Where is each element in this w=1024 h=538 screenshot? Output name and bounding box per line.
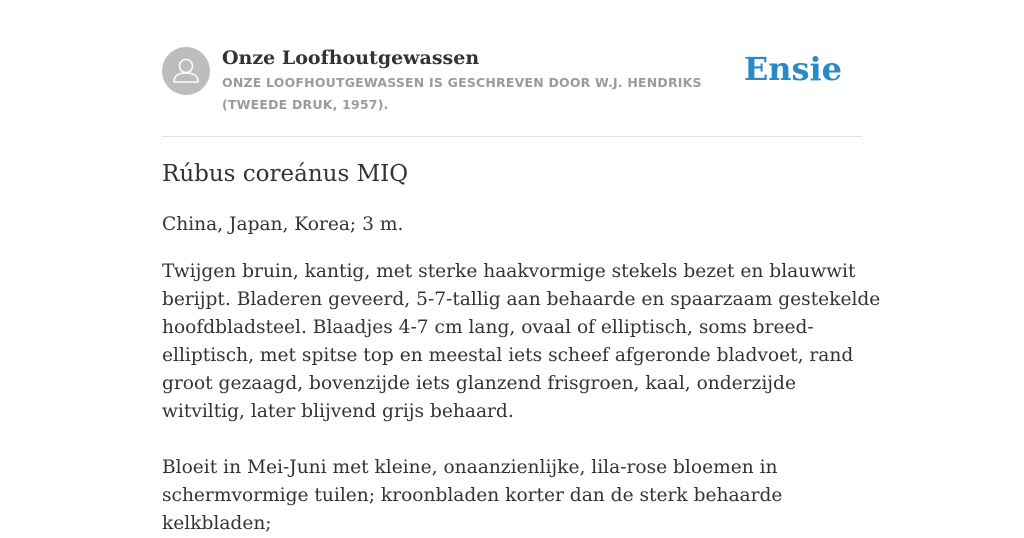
article-paragraph-flowering: Bloeit in Mei-Juni met kleine, onaanzienlijke, lila-rose bloemen in schermvormige tuilen; kroonbladen korter dan de sterk behaarde kelkbladen; bbox=[162, 457, 783, 534]
article bbox=[162, 155, 882, 538]
article-paragraph-description: Twijgen bruin, kantig, met sterke haakvormige stekels bezet en blauwwit berijpt. Bladeren geveerd, 5-7-tallig aan behaarde en spaarzaam gestekelde hoofdbladsteel. Blaadjes 4-7 cm lang, ovaal of elliptisch, soms breed-elliptisch, met spitse top en meestal iets scheef afgeronde bladvoet, rand groot gezaagd, bovenzijde iets glanzend frisgroen, kaal, onderzijde witviltig, later blijvend grijs behaard. bbox=[162, 261, 881, 422]
user-outline-icon bbox=[162, 47, 210, 95]
book-header bbox=[162, 40, 862, 137]
book-description: ONZE LOOFHOUTGEWASSEN IS GESCHREVEN DOOR W.J. HENDRIKS (TWEEDE DRUK, 1957). bbox=[222, 75, 702, 112]
book-title[interactable]: Onze Loofhoutgewassen bbox=[222, 47, 480, 69]
avatar[interactable] bbox=[162, 47, 210, 95]
ensie-logo[interactable]: Ensie bbox=[743, 50, 842, 88]
article-paragraph-origin: China, Japan, Korea; 3 m. bbox=[162, 214, 404, 235]
article-title: Rúbus coreánus MIQ bbox=[162, 161, 409, 187]
